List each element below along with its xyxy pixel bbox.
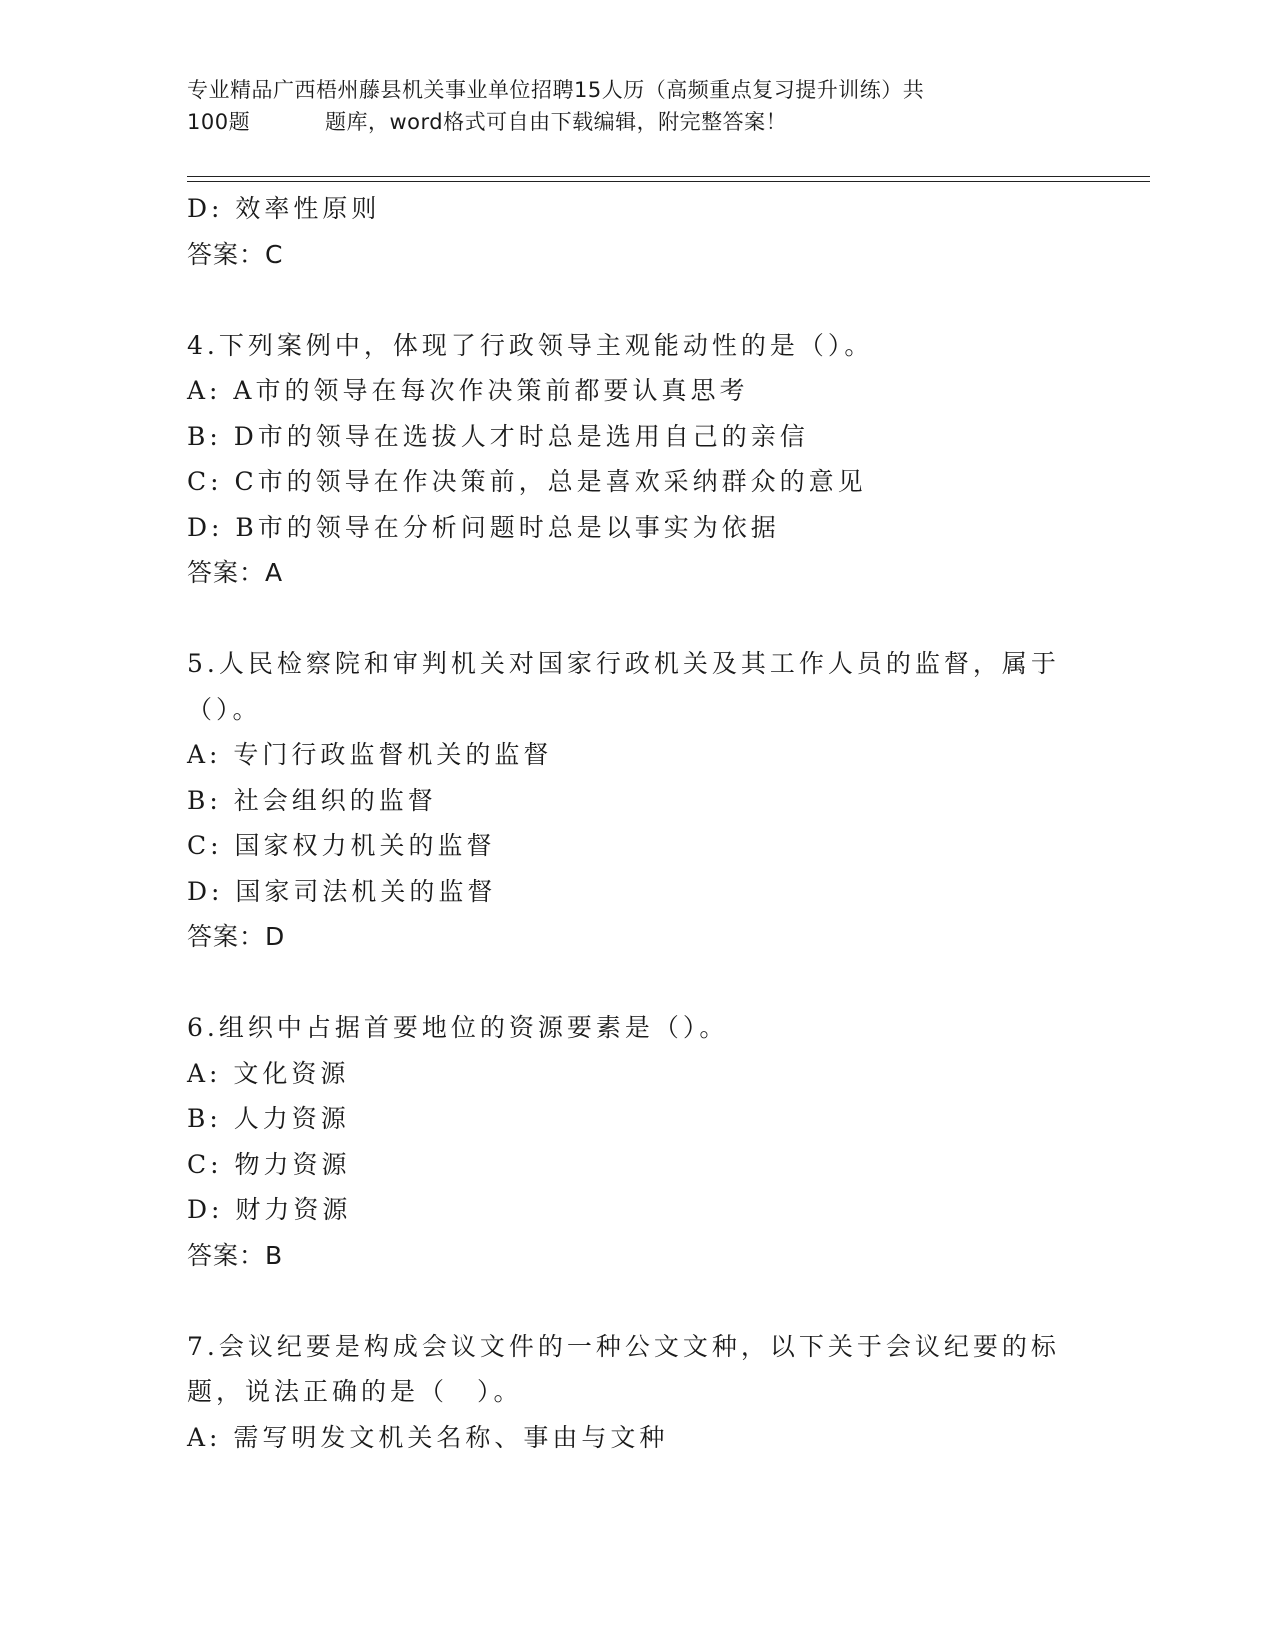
- question-stem: 6.组织中占据首要地位的资源要素是（）。: [187, 1013, 729, 1042]
- question-stem: 7.会议纪要是构成会议文件的一种公文文种，以下关于会议纪要的标: [187, 1331, 1060, 1361]
- option-c: C: 国家权力机关的监督: [187, 831, 496, 860]
- question-block-4: [187, 323, 1087, 596]
- spacer: [187, 1278, 1087, 1324]
- option-d: D: B市的领导在分析问题时总是以事实为依据: [187, 512, 780, 542]
- header-divider-top: [187, 176, 1150, 177]
- header-title-line-1: 专业精品广西梧州藤县机关事业单位招聘15人历（高频重点复习提升训练）共: [187, 78, 925, 102]
- question-stem: 5.人民检察院和审判机关对国家行政机关及其工作人员的监督，属于: [187, 649, 1060, 678]
- option-a: A: 专门行政监督机关的监督: [187, 740, 553, 769]
- question-stem-continued: （）。: [187, 694, 262, 724]
- option-b: B: 社会组织的监督: [187, 785, 437, 815]
- header-title-line-2-text: 题库，word格式可自由下载编辑，附完整答案！: [325, 110, 788, 134]
- option-d: D: 财力资源: [187, 1195, 352, 1224]
- question-block-6: [187, 1005, 1087, 1278]
- page-header: [187, 74, 1067, 138]
- answer-line: 答案：C: [187, 239, 284, 269]
- option-c: C: C市的领导在作决策前，总是喜欢采纳群众的意见: [187, 467, 867, 496]
- question-stem: 4.下列案例中，体现了行政领导主观能动性的是（）。: [187, 330, 874, 360]
- header-question-count: 100题: [187, 110, 251, 134]
- option-a: A: A市的领导在每次作决策前都要认真思考: [187, 376, 749, 405]
- header-divider-bottom: [187, 181, 1150, 182]
- option-d: D: 效率性原则: [187, 194, 381, 223]
- spacer: [187, 960, 1087, 1006]
- spacer: [187, 277, 1087, 323]
- option-b: B: D市的领导在选拔人才时总是选用自己的亲信: [187, 421, 809, 451]
- question-block-7: [187, 1324, 1087, 1461]
- question-stem-continued: 题，说法正确的是（ ）。: [187, 1377, 523, 1406]
- option-a: A: 需写明发文机关名称、事由与文种: [187, 1422, 669, 1452]
- answer-line: 答案：D: [187, 922, 286, 951]
- option-a: A: 文化资源: [187, 1058, 350, 1088]
- question-content: [187, 186, 1087, 1460]
- spacer: [187, 596, 1087, 642]
- answer-line: 答案：B: [187, 1240, 284, 1270]
- question-block-5: [187, 641, 1087, 960]
- option-d: D: 国家司法机关的监督: [187, 876, 497, 906]
- option-b: B: 人力资源: [187, 1104, 350, 1133]
- option-c: C: 物力资源: [187, 1149, 351, 1179]
- header-title-line-2: [187, 106, 1067, 138]
- answer-line: 答案：A: [187, 558, 284, 587]
